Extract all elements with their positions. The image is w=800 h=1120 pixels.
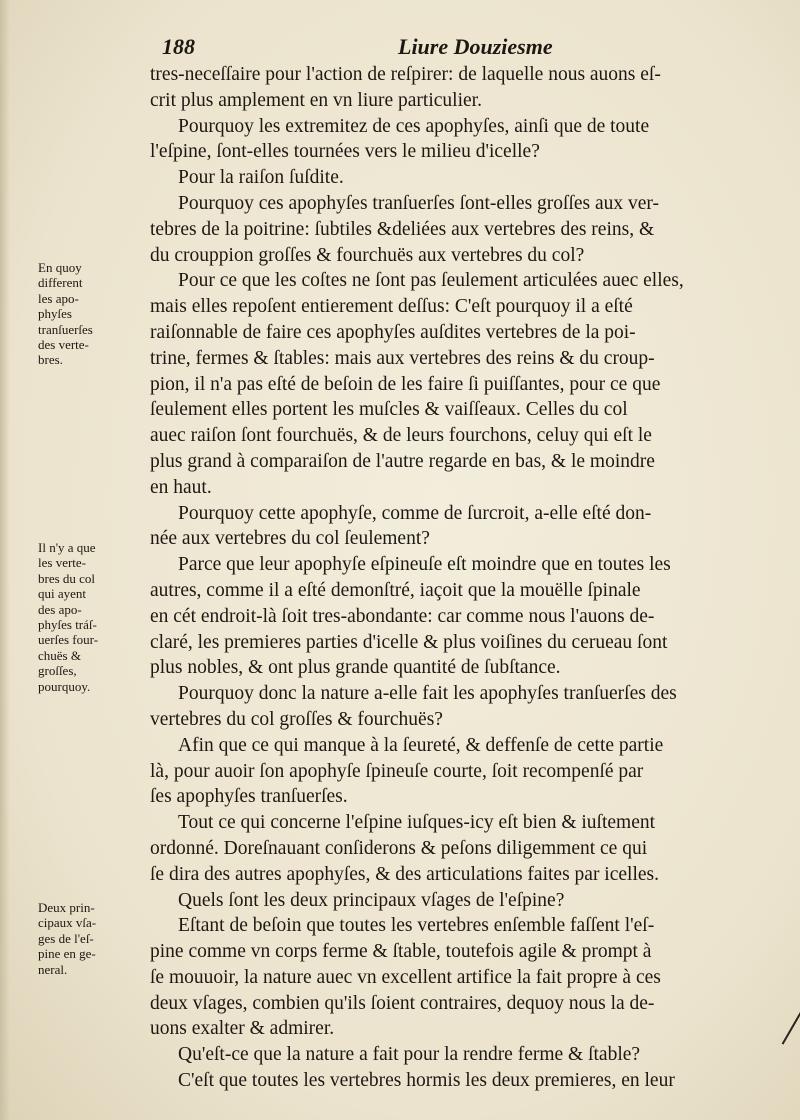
answer-line: Eſtant de beſoin que toutes les vertebres enſemble faſſent l'eſ- <box>178 915 655 937</box>
text-line: plus nobles, & ont plus grande quantité de ſubſtance. <box>150 657 561 679</box>
question-line: Pourquoy cette apophyſe, comme de ſurcroit, a-elle eſté don- <box>178 502 652 524</box>
page-number: 188 <box>162 34 195 59</box>
text-line: en cét endroit-là ſoit tres-abondante: car comme nous l'auons de- <box>150 605 655 627</box>
text-line: deux vſages, combien qu'ils ſoient contraires, dequoy nous la de- <box>150 992 655 1014</box>
question-line: Pourquoy les extremitez de ces apophyſes, ainſi que de toute <box>178 115 650 137</box>
answer-line: Afin que ce qui manque à la ſeureté, & deffenſe de cette partie <box>178 734 664 756</box>
text-line: tres-neceſſaire pour l'action de reſpirer: de laquelle nous auons eſ- <box>150 64 661 85</box>
body-text <box>150 62 775 1094</box>
text-line: mais elles repoſent entierement deſſus: C'eſt pourquoy il a eſté <box>150 296 633 318</box>
text-line: là, pour auoir ſon apophyſe ſpineuſe courte, ſoit recompenſé par <box>150 760 644 782</box>
text-line: ſe mouuoir, la nature auec vn excellent artifice la fait propre à ces <box>150 966 661 988</box>
text-line: trine, fermes & ſtables: mais aux vertebres des reins & du croup- <box>150 347 655 369</box>
question-line: Pourquoy ces apophyſes tranſuerſes ſont-elles groſſes aux ver- <box>178 192 660 214</box>
answer-line: Parce que leur apophyſe eſpineuſe eſt moindre que en toutes les <box>178 554 671 576</box>
text-line: auec raiſon ſont fourchuës, & de leurs fourchons, celuy qui eſt le <box>150 425 652 447</box>
ink-mark <box>782 1007 800 1044</box>
page-gutter-shadow <box>0 0 10 1120</box>
answer-line: C'eſt que toutes les vertebres hormis les deux premieres, en leur <box>178 1070 675 1092</box>
text-line: claré, les premieres parties d'icelle & plus voiſines du cerueau ſont <box>150 631 668 653</box>
margin-note: En quoy different les apo- phyſes tranſuerſes des verte- bres. <box>38 260 93 368</box>
margin-note: Deux prin- cipaux vſa- ges de l'eſ- pine en ge- neral. <box>38 900 97 977</box>
text-line: ſes apophyſes tranſuerſes. <box>150 786 348 808</box>
text-line: pion, il n'a pas eſté de beſoin de les faire ſi puiſſantes, pour ce que <box>150 373 661 395</box>
text-line: ſeulement elles portent les muſcles & vaiſſeaux. Celles du col <box>150 399 628 421</box>
text-line: ordonné. Doreſnauant conſiderons & peſons diligemment ce qui <box>150 837 648 859</box>
text-line: née aux vertebres du col ſeulement? <box>150 528 430 550</box>
question-line: Quels ſont les deux principaux vſages de l'eſpine? <box>178 889 565 911</box>
answer-line: Pour la raiſon ſuſdite. <box>178 167 344 189</box>
text-line: l'eſpine, ſont-elles tournées vers le milieu d'icelle? <box>150 141 540 163</box>
question-line: Pourquoy donc la nature a-elle fait les apophyſes tranſuerſes des <box>178 683 677 705</box>
text-line: Tout ce qui concerne l'eſpine iuſques-icy eſt bien & iuſtement <box>178 812 656 834</box>
page-header <box>0 34 800 64</box>
text-line: ſe dira des autres apophyſes, & des articulations faites par icelles. <box>150 863 659 885</box>
text-line: en haut. <box>150 476 212 498</box>
text-line: uons exalter & admirer. <box>150 1018 335 1040</box>
text-line: vertebres du col groſſes & fourchuës? <box>150 708 443 730</box>
text-line: tebres de la poitrine: ſubtiles &deliées aux vertebres des reins, & <box>150 218 655 240</box>
answer-line: Pour ce que les coſtes ne ſont pas ſeulement articulées auec elles, <box>178 270 684 292</box>
question-line: Qu'eſt-ce que la nature a fait pour la rendre ferme & ſtable? <box>178 1044 641 1066</box>
text-line: autres, comme il a eſté demonſtré, iaçoit que la mouëlle ſpinale <box>150 579 641 601</box>
text-line: crit plus amplement en vn liure particulier. <box>150 89 482 111</box>
margin-note: Il n'y a que les verte- bres du col qui ayent des apo- phyſes tráſ- uerſes four- chuës & groſſes, pourquoy. <box>38 540 99 694</box>
text-line: plus grand à comparaiſon de l'autre regarde en bas, & le moindre <box>150 450 655 472</box>
running-title: Liure Douziesme <box>398 34 553 59</box>
text-line: du crouppion groſſes & fourchuës aux vertebres du col? <box>150 244 585 266</box>
text-line: pine comme vn corps ferme & ſtable, toutefois agile & prompt à <box>150 941 652 963</box>
text-line: raiſonnable de faire ces apophyſes auſdites vertebres de la poi- <box>150 321 636 343</box>
